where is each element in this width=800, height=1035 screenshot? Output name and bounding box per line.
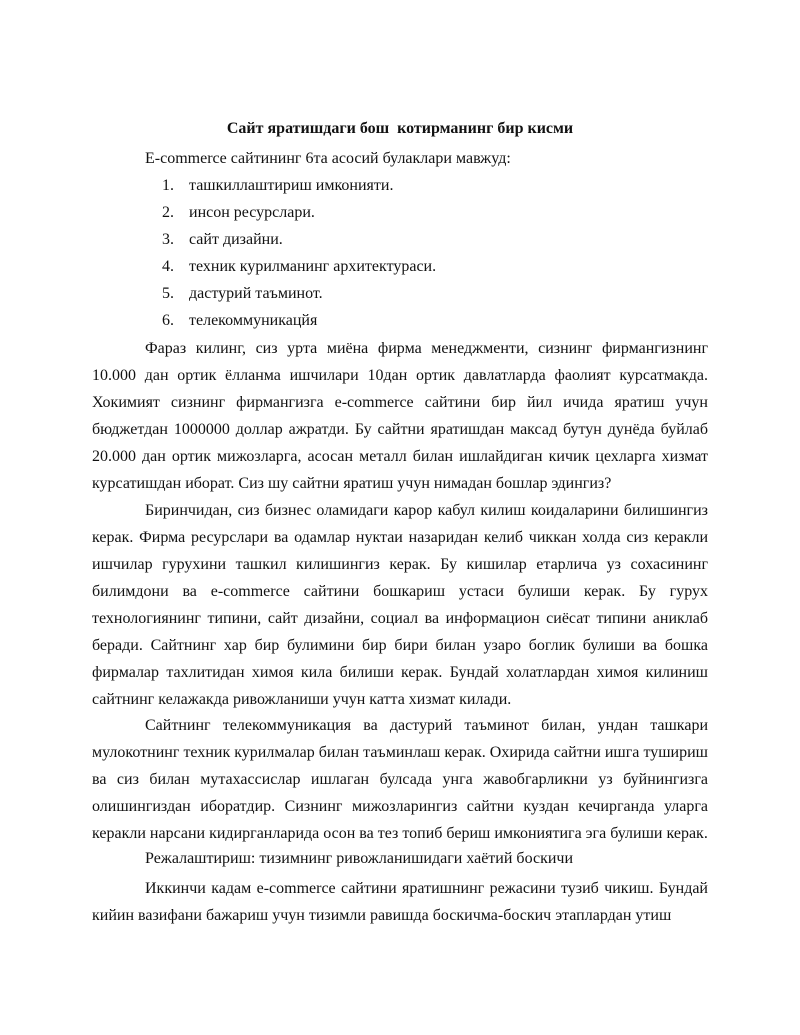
section-heading-line: Режалаштириш: тизимнинг ривожланишидаги хаётий боскичи [145, 850, 574, 867]
list-item-number: 1. [162, 177, 174, 194]
paragraph: Биринчидан, сиз бизнес оламидаги карор кабул килиш коидаларини билишингиз керак. Фирма ресурслари ва одамлар нуктаи назаридан келиб чиккан холда сиз керакли ишчилар гурухини ташкил килишингиз керак. Бу кишилар етарлича уз сохасининг билимдони ва e-commerce сайтини бошкариш устаси булиши керак. Бу гурух технологиянинг типини, сайт дизайни, социал ва информацион сиёсат типини аниклаб беради. Сайтнинг хар бир булимини бир бири билан узаро боглик булиши ва бошка фирмалар тахлитидан химоя кила билиши керак. Бундай холатлардан химоя килиниш сайтнинг келажакда ривожланиши учун катта хизмат килади. [92, 502, 708, 708]
list-item-text: сайт дизайни. [189, 231, 283, 248]
list-item-text: телекоммуникацйя [189, 312, 318, 329]
list-item-text: техник курилманинг архитектураси. [189, 258, 437, 275]
list-item-text: дастурий таъминот. [189, 285, 323, 302]
paragraph: Фараз килинг, сиз урта миёна фирма менеджменти, сизнинг фирмангизнинг 10.000 дан ортик ёлланма ишчилари 10дан ортик давлатларда фаолият курсатмакда. Хокимият сизнинг фирмангизга e-commerce сайтини бир йил ичида яратиш учун бюджетдан 1000000 доллар ажратди. Бу сайтни яратишдан максад бутун дунёда буйлаб 20.000 дан ортик мижозларга, асосан металл билан ишлайдиган кичик цехларга хизмат курсатишдан иборат. Сиз шу сайтни яратиш учун нимадан бошлар эдингиз? [92, 340, 708, 492]
intro-line: E-commerce сайтининг 6та асосий булаклари мавжуд: [145, 150, 511, 167]
list-item-number: 5. [162, 285, 174, 302]
paragraph: Сайтнинг телекоммуникация ва дастурий таъминот билан, ундан ташкари мулокотнинг техник курилмалар билан таъминлаш керак. Охирида сайтни ишга тушириш ва сиз билан мутахассислар ишлаган булсада унга жавобгарликни уз буйнингизга олишингиздан иборатдир. Сизнинг мижозларингиз сайтни куздан кечирганда уларга керакли нарсани кидирганларида осон ва тез топиб бериш имкониятига эга булиши керак. [92, 717, 708, 842]
list-item-number: 6. [162, 312, 174, 329]
document-title: Сайт яратишдаги бош котирманинг бир кисми [226, 120, 574, 137]
list-item-number: 4. [162, 258, 174, 275]
list-item-number: 2. [162, 204, 174, 221]
list-item-text: инсон ресурслари. [189, 204, 315, 221]
list-item-text: ташкиллаштириш имконияти. [189, 177, 394, 194]
paragraph: Иккинчи кадам e-commerce сайтини яратишнинг режасини тузиб чикиш. Бундай кийин вазифани бажариш учун тизимли равишда боскичма-боскич этаплардан утиш [92, 880, 708, 924]
list-item-number: 3. [162, 231, 174, 248]
